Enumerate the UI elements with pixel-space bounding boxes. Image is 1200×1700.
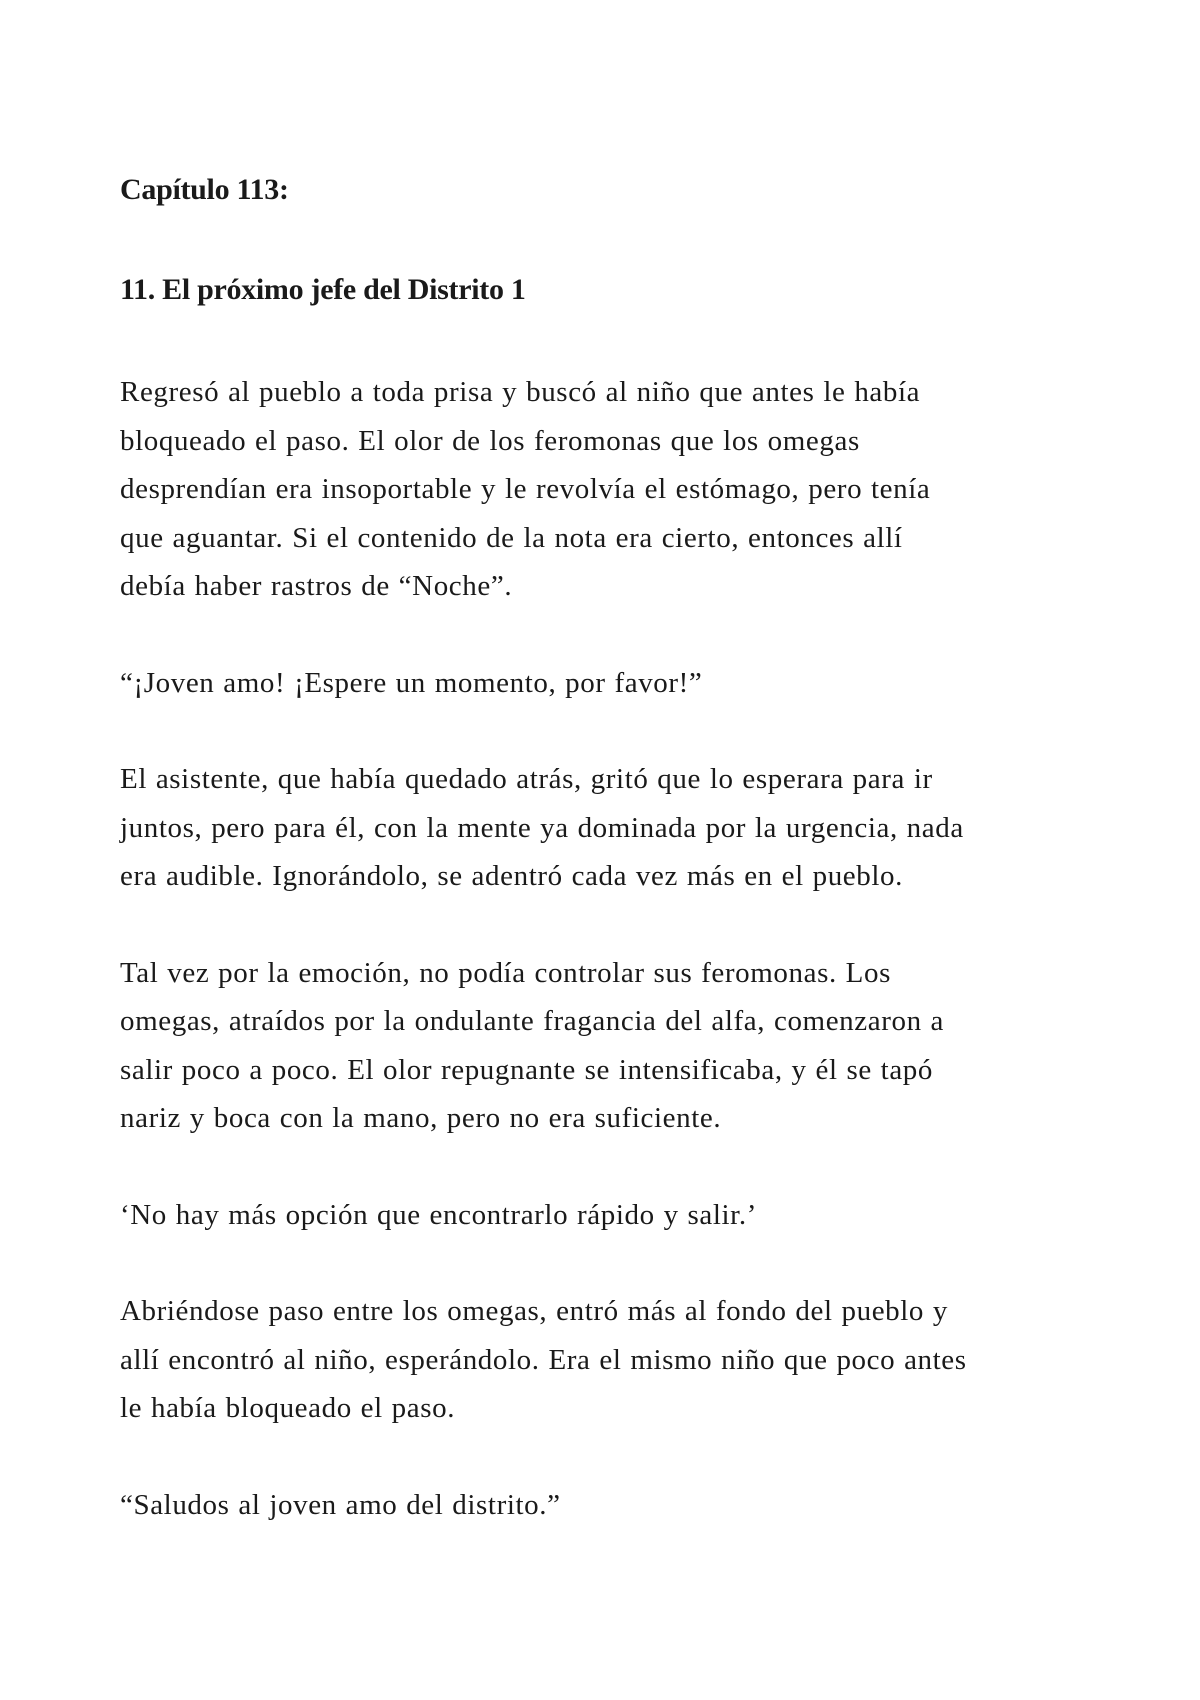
chapter-label: Capítulo 113: [120, 173, 289, 206]
paragraph-line: nariz y boca con la mano, pero no era suficiente. [120, 1102, 722, 1134]
paragraph-line: “Saludos al joven amo del distrito.” [120, 1488, 561, 1521]
document-page [120, 170, 1080, 1577]
chapter-title: 11. El próximo jefe del Distrito 1 [120, 273, 526, 306]
paragraph-line: ‘No hay más opción que encontrarlo rápido y salir.’ [120, 1198, 757, 1231]
paragraph-7 [120, 1481, 1080, 1530]
paragraph-3 [120, 755, 1080, 901]
paragraph-5 [120, 1191, 1080, 1240]
paragraph-line: debía haber rastros de “Noche”. [120, 570, 513, 602]
paragraph-line: bloqueado el paso. El olor de los feromonas que los omegas [120, 424, 860, 457]
paragraph-2 [120, 659, 1080, 708]
paragraph-line: le había bloqueado el paso. [120, 1392, 456, 1424]
paragraph-line: El asistente, que había quedado atrás, gritó que lo esperara para ir [120, 763, 933, 795]
paragraph-line: desprendían era insoportable y le revolvía el estómago, pero tenía [120, 473, 931, 505]
paragraph-line: Abriéndose paso entre los omegas, entró más al fondo del pueblo y [120, 1295, 948, 1327]
paragraph-line: juntos, pero para él, con la mente ya dominada por la urgencia, nada [120, 811, 964, 844]
paragraph-line: que aguantar. Si el contenido de la nota era cierto, entonces allí [120, 521, 903, 554]
paragraph-line: Tal vez por la emoción, no podía controlar sus feromonas. Los [120, 956, 891, 989]
paragraph-line: allí encontró al niño, esperándolo. Era el mismo niño que poco antes [120, 1343, 967, 1376]
paragraph-4 [120, 949, 1080, 1143]
paragraph-line: “¡Joven amo! ¡Espere un momento, por favor!” [120, 666, 703, 699]
paragraph-6 [120, 1287, 1080, 1433]
paragraph-line: omegas, atraídos por la ondulante fragancia del alfa, comenzaron a [120, 1005, 944, 1037]
paragraph-line: Regresó al pueblo a toda prisa y buscó al niño que antes le había [120, 376, 921, 408]
paragraph-1 [120, 368, 1080, 611]
paragraph-line: era audible. Ignorándolo, se adentró cada vez más en el pueblo. [120, 860, 903, 892]
paragraph-line: salir poco a poco. El olor repugnante se intensificaba, y él se tapó [120, 1053, 933, 1086]
